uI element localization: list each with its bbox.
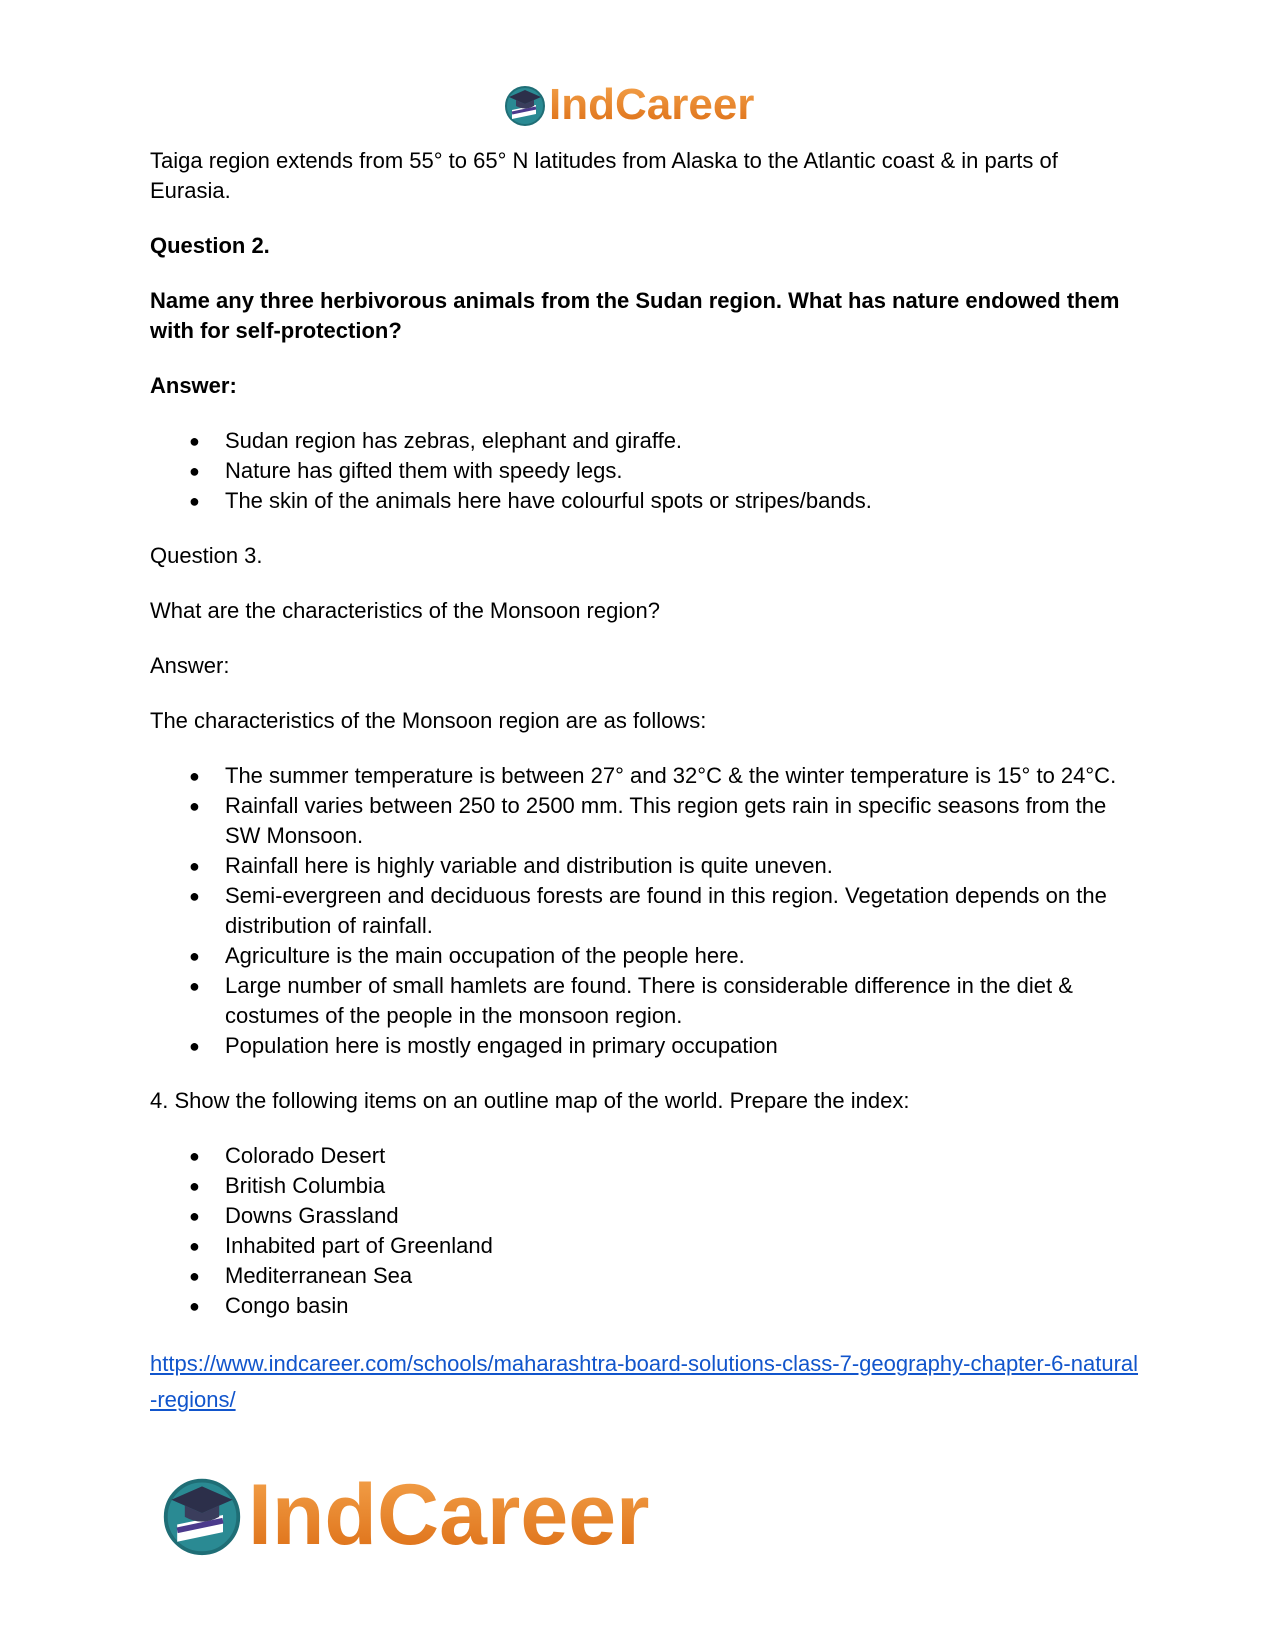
bullet-dot: ● [189, 1206, 200, 1226]
list-item: ● Downs Grassland [150, 1201, 1140, 1231]
bullet-dot: ● [189, 856, 200, 876]
bullet-dot: ● [189, 1146, 200, 1166]
list-item: ● Large number of small hamlets are found. There is considerable difference in the diet & costumes of the people in the monsoon region. [189, 973, 1073, 1028]
bullet-dot: ● [189, 1176, 200, 1196]
list-item: ● Colorado Desert [150, 1141, 1140, 1171]
bullet-dot: ● [189, 976, 200, 996]
question-3-answer-list [150, 761, 1140, 1061]
question-3-text: What are the characteristics of the Monsoon region? [150, 598, 660, 623]
document-body [150, 146, 1140, 1418]
list-item: ● Semi-evergreen and deciduous forests are found in this region. Vegetation depends on the distribution of rainfall. [189, 883, 1107, 938]
question-2-answer-label: Answer: [150, 373, 237, 398]
list-item: ● Rainfall varies between 250 to 2500 mm. This region gets rain in specific seasons from the SW Monsoon. [189, 793, 1107, 848]
bullet-dot: ● [189, 491, 200, 511]
question-4-prompt: 4. Show the following items on an outline map of the world. Prepare the index: [150, 1088, 910, 1113]
question-4-item-list [150, 1141, 1140, 1321]
list-item: ● The skin of the animals here have colourful spots or stripes/bands. [150, 486, 1140, 516]
bullet-dot: ● [189, 1036, 200, 1056]
bullet-dot: ● [189, 461, 200, 481]
bullet-dot: ● [189, 766, 200, 786]
bullet-dot: ● [189, 431, 200, 451]
indcareer-logo-top [503, 80, 754, 130]
source-url-link[interactable]: https://www.indcareer.com/schools/maharashtra-board-solutions-class-7-geography-chapter-6-natural-regions/ [150, 1351, 1139, 1412]
logo-wordmark: IndCareer [248, 1467, 650, 1563]
bullet-dot: ● [189, 796, 200, 816]
question-2-text: Name any three herbivorous animals from the Sudan region. What has nature endowed them with for self-protection? [150, 288, 1120, 343]
list-item: ● Inhabited part of Greenland [150, 1231, 1140, 1261]
indcareer-logo-bottom [160, 1465, 650, 1565]
list-item: ● Congo basin [150, 1291, 1140, 1321]
logo-wordmark: IndCareer [549, 80, 755, 129]
list-item: ● Mediterranean Sea [150, 1261, 1140, 1291]
bullet-dot: ● [189, 1236, 200, 1256]
intro-paragraph: Taiga region extends from 55° to 65° N latitudes from Alaska to the Atlantic coast & in parts of Eurasia. [150, 148, 1058, 203]
question-2-answer-list [150, 426, 1140, 516]
list-item: ● Sudan region has zebras, elephant and giraffe. [150, 426, 1140, 456]
list-item: ● British Columbia [150, 1171, 1140, 1201]
question-3-lead: The characteristics of the Monsoon region are as follows: [150, 708, 707, 733]
graduation-cap-book-globe-icon [160, 1473, 244, 1557]
question-2-label: Question 2. [150, 233, 270, 258]
graduation-cap-book-globe-icon [503, 83, 547, 127]
bullet-dot: ● [189, 886, 200, 906]
list-item: ● Agriculture is the main occupation of the people here. [150, 941, 1140, 971]
question-3-answer-label: Answer: [150, 653, 230, 678]
list-item: ● Rainfall here is highly variable and distribution is quite uneven. [150, 851, 1140, 881]
bullet-dot: ● [189, 1296, 200, 1316]
list-item: ● Nature has gifted them with speedy legs. [150, 456, 1140, 486]
bullet-dot: ● [189, 1266, 200, 1286]
question-3-label: Question 3. [150, 543, 263, 568]
list-item: ● Population here is mostly engaged in primary occupation [150, 1031, 1140, 1061]
bullet-dot: ● [189, 946, 200, 966]
list-item: ● The summer temperature is between 27° and 32°C & the winter temperature is 15° to 24°C. [150, 761, 1140, 791]
